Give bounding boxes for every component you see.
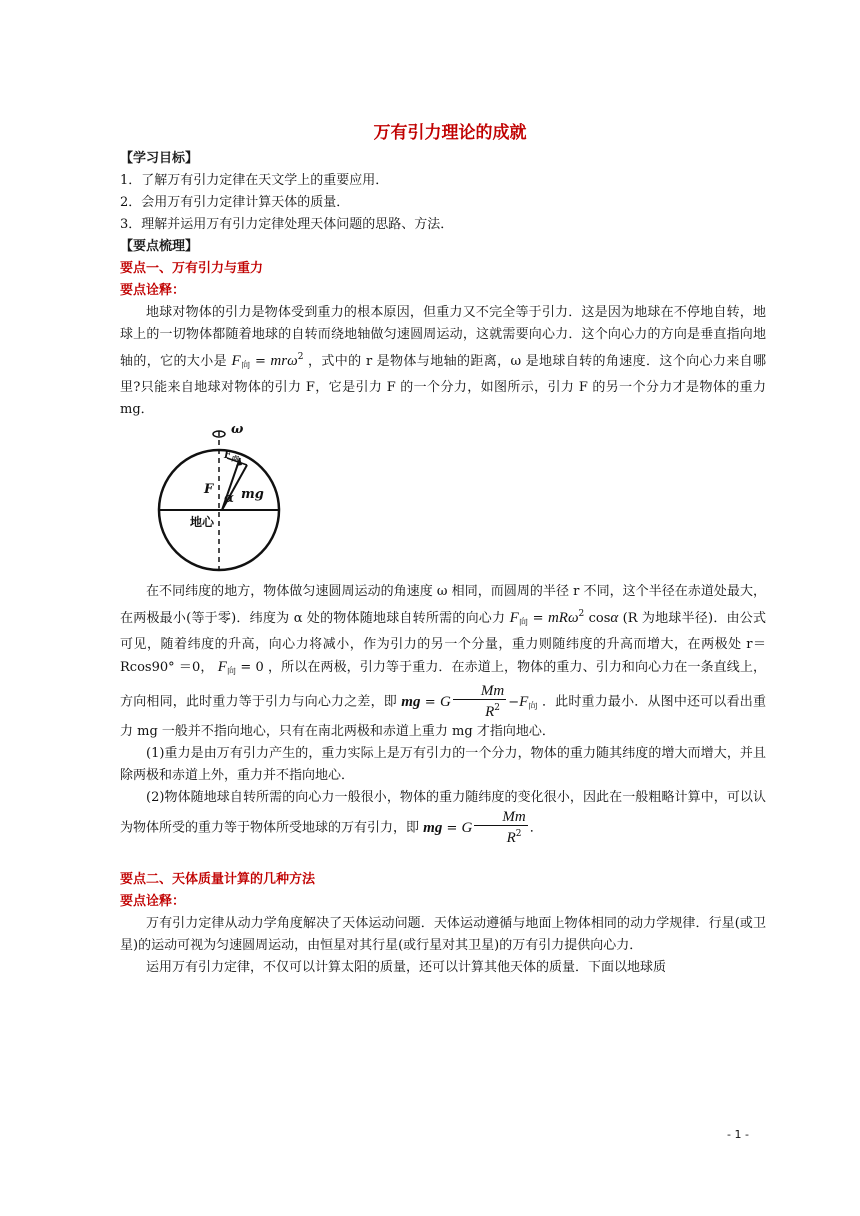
page-number: - 1 -	[727, 1128, 749, 1141]
earth-center-label: 地心	[190, 515, 215, 529]
formula-gravity-equator: mg = G $\frac{Mm}{R^2}$ $-F_向$	[401, 683, 538, 720]
mg-label: mg	[241, 487, 264, 502]
summary-header: 【要点梳理】	[120, 239, 199, 254]
point1-note: 要点诠释：	[120, 283, 186, 298]
point2-note: 要点诠释：	[120, 894, 186, 909]
goal-item: 3．理解并运用万有引力定律处理天体问题的思路、方法．	[120, 217, 454, 232]
omega-label: ω	[231, 422, 244, 437]
formula-gravity-approx: mg = G $\frac{Mm}{R^2}$	[423, 809, 526, 846]
point1-paragraph1	[120, 302, 766, 421]
text-span: (R 为地球半径)．由公式可见，随着纬度的升高，向心力将减小，作为引力的另一个分量，重力则随纬度的升高而增大，在两极处 r＝Rcos90° ＝0，	[120, 611, 767, 675]
point2-paragraph1: 万有引力定律从动力学角度解决了天体运动问题．天体运动遵循与地面上物体相同的动力学规律．行星(或卫星)的运动可视为匀速圆周运动，由恒星对其行星(或行星对其卫星)的万有引力提供向心力．	[120, 916, 766, 953]
f-xiang-label: $F_向$	[224, 450, 239, 463]
point1-item1: (1)重力是由万有引力产生的，重力实际上是万有引力的一个分力，物体的重力随其纬度的增大而增大，并且除两极和赤道上外，重力并不指向地心．	[120, 746, 766, 783]
page-title: 万有引力理论的成就	[373, 123, 527, 143]
text-span: (2)物体随地球自转所需的向心力一般很小，物体的重力随纬度的变化很小，因此在一般粗略计算中，可以认为物体所受的重力等于物体所受地球的万有引力，即	[120, 790, 766, 836]
earth-force-diagram	[156, 422, 316, 575]
point1-heading: 要点一、万有引力与重力	[120, 261, 264, 276]
document-body	[120, 148, 766, 979]
text-span: ，式中的 r 是物体与地轴的距离，ω 是地球自转的角速度．这个向心力来自哪里?只能来自地球对物体的引力 F，它是引力 F 的一个分力，如图所示，引力 F 的另一个分力才是物体的重力 mg．	[120, 354, 766, 417]
point2-paragraph2: 运用万有引力定律，不仅可以计算太阳的质量，还可以计算其他天体的质量．下面以地球质	[146, 960, 667, 975]
alpha-label: α	[224, 491, 235, 506]
formula-centripetal-latitude: $F_向 = mR\omega^2$ cosα	[509, 609, 619, 628]
formula-centripetal: $F_向 = mr\omega^2$	[231, 352, 304, 371]
point1-item2	[120, 787, 766, 847]
point1-paragraph2	[120, 581, 766, 743]
text-span: ．	[529, 820, 543, 836]
formula-zero-force: $F_向 = 0$	[217, 659, 264, 677]
goals-header: 【学习目标】	[120, 151, 199, 166]
text-span: 地球对物体的引力是物体受到重力的根本原因，但重力又不完全等于引力．这是因为地球在不停地自转，地球上的一切物体都随着地球的自转而绕地轴做匀速圆周运动，这就需要向心力．这个向心力的方向是垂直指向地轴的，它的大小是	[120, 305, 766, 369]
f-label: F	[204, 482, 214, 497]
text-span: ，所以在两极，引力等于重力．在赤道上，物体的重力、引力和向心力在一条直线上，方向相同，此时重力等于引力与向心力之差，即	[120, 660, 766, 710]
goal-item: 1．了解万有引力定律在天文学上的重要应用．	[120, 173, 389, 188]
text-span: 在不同纬度的地方，物体做匀速圆周运动的角速度 ω 相同，而圆周的半径 r 不同，这个半径在赤道处最大，在两极最小(等于零)．纬度为 α 处的物体随地球自转所需的向心力	[120, 584, 766, 626]
goal-item: 2．会用万有引力定律计算天体的质量．	[120, 195, 350, 210]
text-span: ．此时重力最小．从图中还可以看出重力 mg 一般并不指向地心，只有在南北两极和赤道上重力 mg 才指向地心．	[120, 694, 766, 739]
point2-heading: 要点二、天体质量计算的几种方法	[120, 872, 316, 887]
